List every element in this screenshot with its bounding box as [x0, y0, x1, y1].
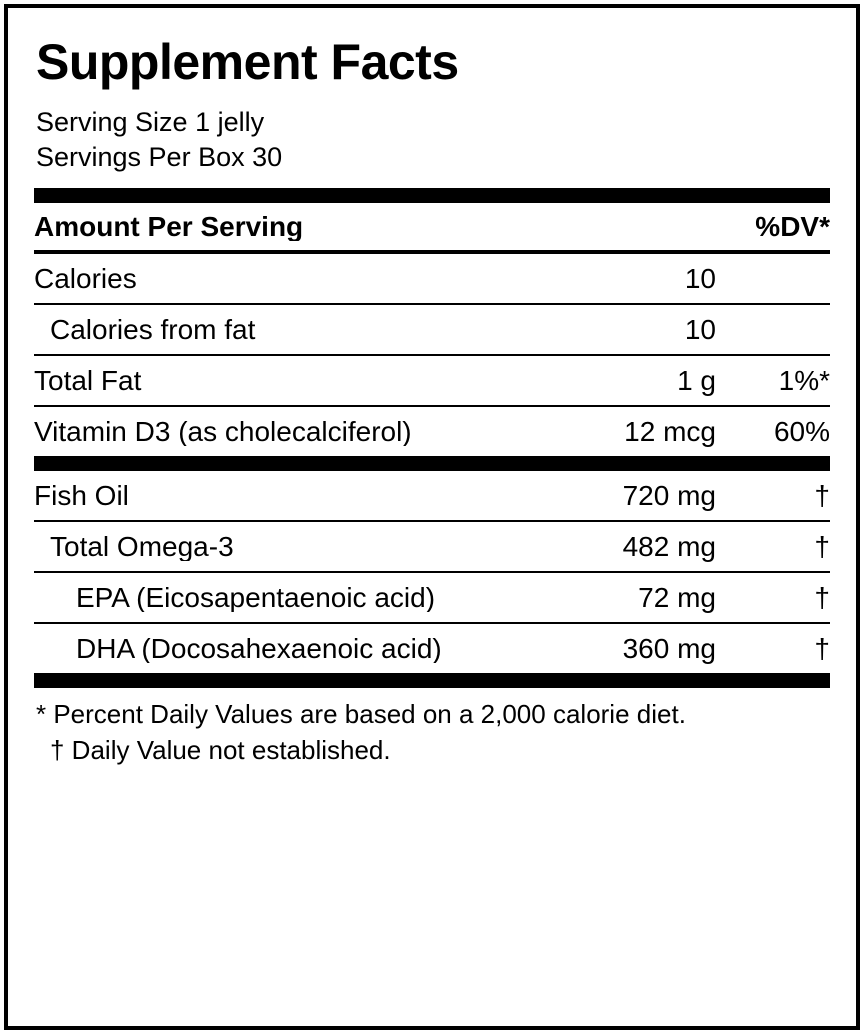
- nutrient-amount: 482 mg: [622, 531, 716, 563]
- table-row-vitamin-d3: [34, 407, 830, 456]
- table-row-total-fat: [34, 356, 830, 405]
- serving-size-text: Serving Size 1 jelly: [36, 106, 265, 137]
- page-title: Supplement Facts: [36, 34, 459, 90]
- nutrient-name: DHA (Docosahexaenoic acid): [76, 635, 442, 664]
- nutrient-amount: 1 g: [677, 365, 716, 397]
- supplement-facts-panel: [4, 4, 860, 1030]
- nutrient-name: Fish Oil: [34, 482, 129, 511]
- nutrient-amount: 720 mg: [622, 480, 716, 512]
- nutrient-amount: 72 mg: [638, 582, 716, 614]
- nutrient-amount: 10: [684, 314, 716, 346]
- nutrient-daily-value: †: [814, 582, 830, 614]
- column-header-amount-per-serving: Amount Per Serving: [34, 213, 304, 242]
- column-header-daily-value: %DV*: [755, 211, 830, 243]
- nutrient-name: Total Omega-3: [50, 533, 234, 562]
- table-row-calories-from-fat: [34, 305, 830, 354]
- nutrient-daily-value: 60%: [773, 416, 830, 448]
- table-row-fish-oil: [34, 471, 830, 520]
- footnote-dv-not-established: † Daily Value not established.: [50, 734, 391, 765]
- nutrient-name: Calories: [34, 265, 137, 294]
- table-row-total-omega-3: [34, 522, 830, 571]
- column-header-row: [34, 203, 830, 250]
- nutrient-daily-value: 1%*: [778, 365, 830, 397]
- nutrient-amount: 360 mg: [622, 633, 716, 665]
- table-row-epa: [34, 573, 830, 622]
- nutrient-name: Vitamin D3 (as cholecalciferol): [34, 418, 412, 447]
- table-row-calories: [34, 254, 830, 303]
- footnotes: [36, 699, 830, 765]
- nutrient-amount: 10: [684, 263, 716, 295]
- nutrient-daily-value: †: [814, 531, 830, 563]
- servings-per-box-text: Servings Per Box 30: [36, 142, 283, 173]
- divider-thick-bottom: [34, 673, 830, 688]
- nutrient-daily-value: †: [814, 480, 830, 512]
- divider-thick-top: [34, 188, 830, 203]
- footnote-daily-value-basis: * Percent Daily Values are based on a 2,000 calorie diet.: [36, 699, 686, 730]
- serving-info: [36, 105, 830, 177]
- nutrient-daily-value: †: [814, 633, 830, 665]
- nutrient-name: EPA (Eicosapentaenoic acid): [76, 584, 436, 613]
- nutrient-name: Total Fat: [34, 367, 142, 396]
- divider-thick-middle: [34, 456, 830, 471]
- table-row-dha: [34, 624, 830, 673]
- nutrient-name: Calories from fat: [50, 316, 256, 345]
- nutrient-amount: 12 mcg: [624, 416, 716, 448]
